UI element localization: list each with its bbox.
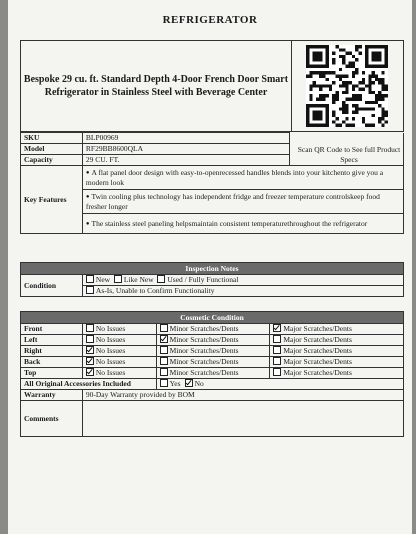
checked-checkbox-icon[interactable] <box>86 346 94 354</box>
spec-value-capacity: 29 CU. FT. <box>82 155 289 166</box>
cosmetic-row <box>21 324 404 335</box>
checked-checkbox-icon[interactable] <box>273 324 281 332</box>
cosmetic-option[interactable]: No Issues <box>82 335 156 346</box>
cosmetic-option[interactable]: No Issues <box>82 324 156 335</box>
cosmetic-row-label: Back <box>21 357 83 368</box>
checkbox-icon[interactable] <box>273 346 281 354</box>
condition-options-row-1 <box>82 275 403 286</box>
checkbox-icon[interactable] <box>160 379 168 387</box>
cosmetic-condition-header: Cosmetic Condition <box>21 312 404 324</box>
cosmetic-row <box>21 346 404 357</box>
spec-value-model: RF29BB8600QLA <box>82 144 289 155</box>
qr-caption: Scan QR Code to See full Product Specs <box>297 145 401 164</box>
cosmetic-row-label: Top <box>21 368 83 379</box>
condition-label: Condition <box>21 275 83 297</box>
warranty-label: Warranty <box>21 390 83 401</box>
spec-label-capacity: Capacity <box>21 155 83 166</box>
warranty-value: 90-Day Warranty provided by BOM <box>82 390 403 401</box>
key-feature-item: ● Twin cooling plus technology has independent fridge and freezer temperature controlskeep food fresher longer <box>82 190 403 214</box>
key-feature-item: ● The stainless steel paneling helpsmaintain consistent temperaturethroughout the refrigerator <box>82 214 403 234</box>
cosmetic-option[interactable]: Minor Scratches/Dents <box>156 357 270 368</box>
cosmetic-option[interactable]: Major Scratches/Dents <box>270 346 404 357</box>
cosmetic-option[interactable]: Minor Scratches/Dents <box>156 324 270 335</box>
product-title: Bespoke 29 cu. ft. Standard Depth 4-Door French Door Smart Refrigerator in Stainless Steel with Beverage Center <box>23 74 289 98</box>
checkbox-icon[interactable] <box>160 368 168 376</box>
cosmetic-condition-table <box>20 311 404 437</box>
qr-column <box>291 41 405 164</box>
cosmetic-option[interactable]: No Issues <box>82 368 156 379</box>
specs-table <box>20 132 404 234</box>
document-title: REFRIGERATOR <box>162 14 258 26</box>
checkbox-icon[interactable] <box>273 368 281 376</box>
cosmetic-option[interactable]: No Issues <box>82 357 156 368</box>
accessories-label: All Original Accessories Included <box>21 379 157 390</box>
cosmetic-option[interactable]: Major Scratches/Dents <box>270 368 404 379</box>
comments-label: Comments <box>21 401 83 437</box>
condition-option[interactable]: Like New <box>114 275 154 284</box>
cosmetic-option[interactable]: Major Scratches/Dents <box>270 335 404 346</box>
checkbox-icon[interactable] <box>114 275 122 283</box>
spec-label-model: Model <box>21 144 83 155</box>
comments-field[interactable] <box>82 401 403 437</box>
checkbox-icon[interactable] <box>160 324 168 332</box>
cosmetic-row <box>21 368 404 379</box>
cosmetic-row <box>21 357 404 368</box>
checked-checkbox-icon[interactable] <box>160 335 168 343</box>
cosmetic-row-label: Right <box>21 346 83 357</box>
checkbox-icon[interactable] <box>160 346 168 354</box>
cosmetic-option[interactable]: Minor Scratches/Dents <box>156 346 270 357</box>
checked-checkbox-icon[interactable] <box>185 379 193 387</box>
checkbox-icon[interactable] <box>86 275 94 283</box>
accessories-options <box>156 379 403 390</box>
cosmetic-option[interactable]: Major Scratches/Dents <box>270 357 404 368</box>
checkbox-icon[interactable] <box>86 324 94 332</box>
cosmetic-option[interactable]: Major Scratches/Dents <box>270 324 404 335</box>
spec-label-sku: SKU <box>21 133 83 144</box>
checkbox-icon[interactable] <box>160 357 168 365</box>
inspection-notes-header: Inspection Notes <box>21 263 404 275</box>
cosmetic-option[interactable]: No Issues <box>82 346 156 357</box>
cosmetic-row-label: Left <box>21 335 83 346</box>
document-sheet <box>8 0 412 534</box>
key-features-label: Key Features <box>21 166 83 234</box>
cosmetic-row-label: Front <box>21 324 83 335</box>
condition-option[interactable]: Used / Fully Functional <box>157 275 238 284</box>
checkbox-icon[interactable] <box>273 357 281 365</box>
checkbox-icon[interactable] <box>86 335 94 343</box>
condition-options-row-2 <box>82 286 403 297</box>
qr-code-icon <box>306 45 388 127</box>
spec-value-sku: BLP00969 <box>82 133 289 144</box>
accessories-option[interactable]: Yes <box>160 379 181 388</box>
key-feature-item: ● A flat panel door design with easy-to-openrecessed handles blends into your kitchento give you a modern look <box>82 166 403 190</box>
condition-option[interactable]: New <box>86 275 110 284</box>
cosmetic-option[interactable]: Minor Scratches/Dents <box>156 335 270 346</box>
checked-checkbox-icon[interactable] <box>86 368 94 376</box>
checkbox-icon[interactable] <box>86 286 94 294</box>
inspection-notes-table <box>20 262 404 297</box>
accessories-option[interactable]: No <box>185 379 204 388</box>
checkbox-icon[interactable] <box>273 335 281 343</box>
cosmetic-row <box>21 335 404 346</box>
checkbox-icon[interactable] <box>157 275 165 283</box>
condition-option[interactable]: As-Is, Unable to Confirm Functionality <box>86 286 215 295</box>
cosmetic-option[interactable]: Minor Scratches/Dents <box>156 368 270 379</box>
checked-checkbox-icon[interactable] <box>86 357 94 365</box>
